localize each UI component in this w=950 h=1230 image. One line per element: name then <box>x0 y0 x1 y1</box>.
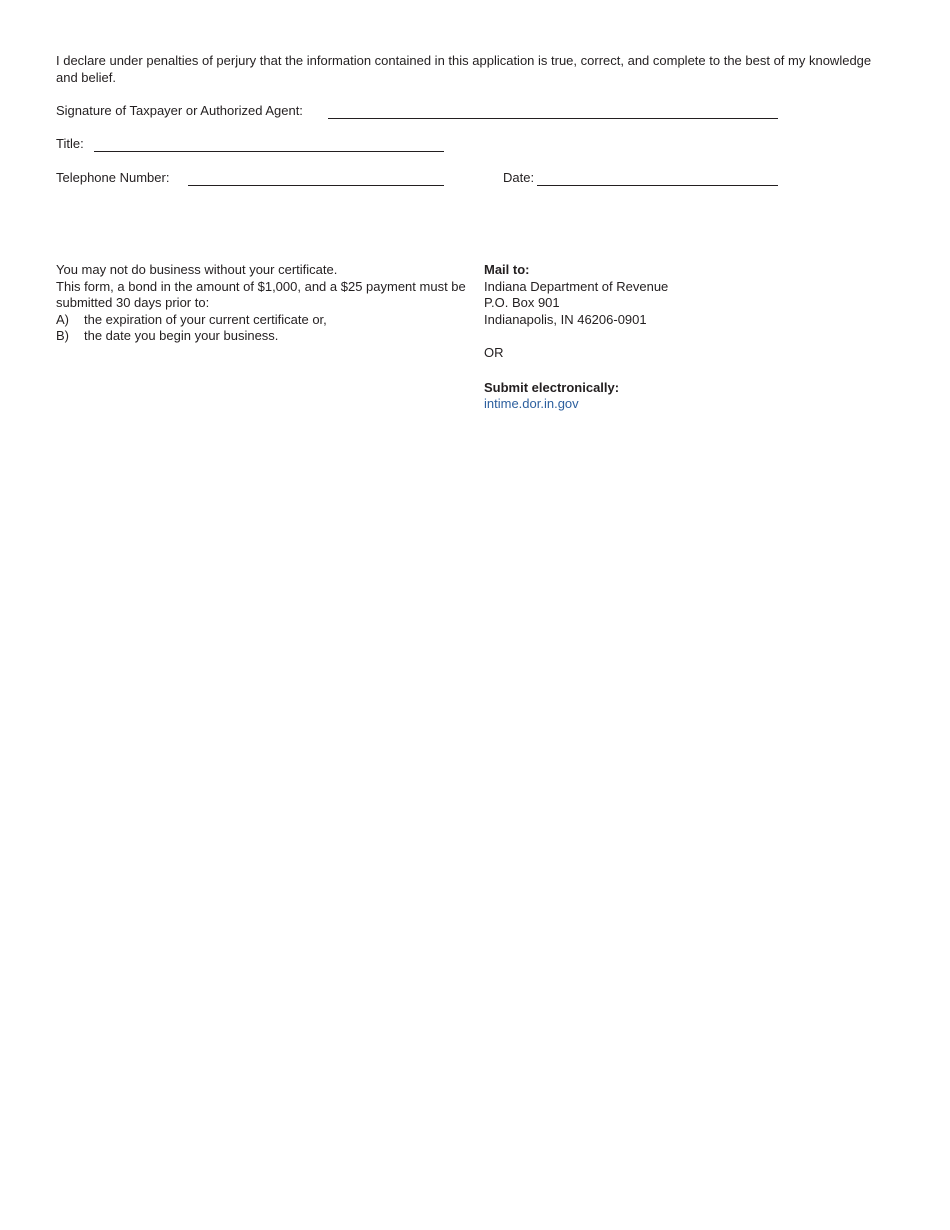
title-label: Title: <box>56 136 84 151</box>
intime-link[interactable]: intime.dor.in.gov <box>484 396 579 411</box>
signature-label: Signature of Taxpayer or Authorized Agent: <box>56 103 303 118</box>
address-line-1: Indiana Department of Revenue <box>484 278 669 294</box>
notice-item-a <box>56 312 466 329</box>
telephone-field <box>56 170 456 188</box>
date-line[interactable] <box>537 185 778 186</box>
notice-line-2: This form, a bond in the amount of $1,000, and a $25 payment must be submitted 30 days prior to: <box>56 278 466 310</box>
item-marker: A) <box>56 311 69 327</box>
or-separator: OR <box>484 345 504 360</box>
notice-item-b <box>56 328 466 345</box>
notice-line-1: You may not do business without your certificate. <box>56 262 338 277</box>
telephone-label: Telephone Number: <box>56 170 170 185</box>
item-text: the date you begin your business. <box>84 328 279 343</box>
telephone-line[interactable] <box>188 185 444 186</box>
address-line-2: P.O. Box 901 <box>484 295 560 310</box>
business-notice <box>56 262 466 345</box>
signature-field <box>56 103 786 121</box>
date-label: Date: <box>503 170 535 185</box>
electronic-heading: Submit electronically: <box>484 379 620 395</box>
mailing-info <box>484 262 864 413</box>
item-text: the expiration of your current certificate or, <box>84 311 327 327</box>
perjury-declaration: I declare under penalties of perjury that the information contained in this application is true, correct, and complete to the best of my knowledge and belief. <box>56 53 872 85</box>
address-line-3: Indianapolis, IN 46206-0901 <box>484 311 647 327</box>
title-line[interactable] <box>94 151 444 152</box>
signature-line[interactable] <box>328 118 778 119</box>
date-field <box>503 170 783 188</box>
mail-heading: Mail to: <box>484 262 530 277</box>
title-field <box>56 136 456 154</box>
item-marker: B) <box>56 328 69 343</box>
